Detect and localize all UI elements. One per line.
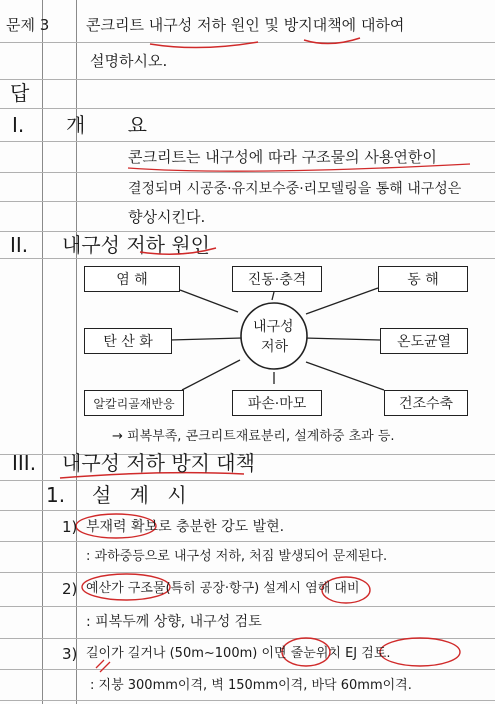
- subsection-1-title: 설 계 시: [92, 483, 193, 507]
- section-1-line-3: 향상시킨다.: [128, 208, 206, 226]
- cause-box-drying-shrinkage: 건조수축: [384, 390, 468, 416]
- answer-label: 답: [10, 81, 30, 105]
- item-2-detail: : 피복두께 상향, 내구성 검토: [86, 614, 262, 630]
- question-label: 문제 3: [6, 16, 50, 34]
- item-1-number: 1): [62, 518, 78, 536]
- section-1-numeral: I.: [12, 113, 25, 137]
- item-3-text: 길이가 길거나 (50m~100m) 이면 줄눈위치 EJ 검토.: [86, 646, 391, 661]
- center-label-2: 저하: [261, 339, 289, 355]
- section-3-title: 내구성 저하 방지 대책: [62, 451, 255, 475]
- item-3-detail: : 지붕 300mm이격, 벽 150mm이격, 바닥 60mm이격.: [90, 678, 412, 693]
- center-label-1: 내구성: [253, 319, 294, 335]
- cause-box-vibration: 진동·충격: [232, 266, 322, 292]
- question-line-1: 콘크리트 내구성 저하 원인 및 방지대책에 대하여: [86, 16, 405, 34]
- section-2-numeral: II.: [10, 233, 29, 257]
- question-line-2: 설명하시오.: [90, 52, 168, 70]
- cause-box-alkali-aggregate: 알칼리골재반응: [84, 390, 184, 416]
- cause-box-abrasion: 파손·마모: [232, 390, 322, 416]
- section-2-note: → 피복부족, 콘크리트재료분리, 설계하중 초과 등.: [112, 429, 395, 444]
- item-3-number: 3): [62, 645, 78, 663]
- section-2-title: 내구성 저하 원인: [62, 233, 210, 257]
- cause-box-carbonation: 탄 산 화: [84, 328, 172, 354]
- section-1-title: 개 요: [66, 113, 165, 137]
- section-3-numeral: III.: [12, 451, 37, 475]
- center-circle: [241, 303, 307, 369]
- item-1-detail: : 과하중등으로 내구성 저하, 처짐 발생되어 문제된다.: [86, 549, 388, 564]
- cause-box-freeze: 동 해: [378, 266, 468, 292]
- subsection-1-numeral: 1.: [46, 483, 66, 507]
- cause-box-thermal-crack: 온도균열: [380, 328, 468, 354]
- cause-box-salt-damage: 염 해: [84, 266, 180, 292]
- item-2-number: 2): [62, 580, 78, 598]
- section-1-line-2: 결정되며 시공중·유지보수중·리모델링을 통해 내구성은: [128, 181, 462, 197]
- section-1-line-1: 콘크리트는 내구성에 따라 구조물의 사용연한이: [128, 148, 437, 166]
- item-1-text: 부재력 확보로 충분한 강도 발현.: [86, 519, 285, 535]
- item-2-text: 예산가 구조물(특히 공장·항구) 설계시 염해 대비: [86, 581, 360, 596]
